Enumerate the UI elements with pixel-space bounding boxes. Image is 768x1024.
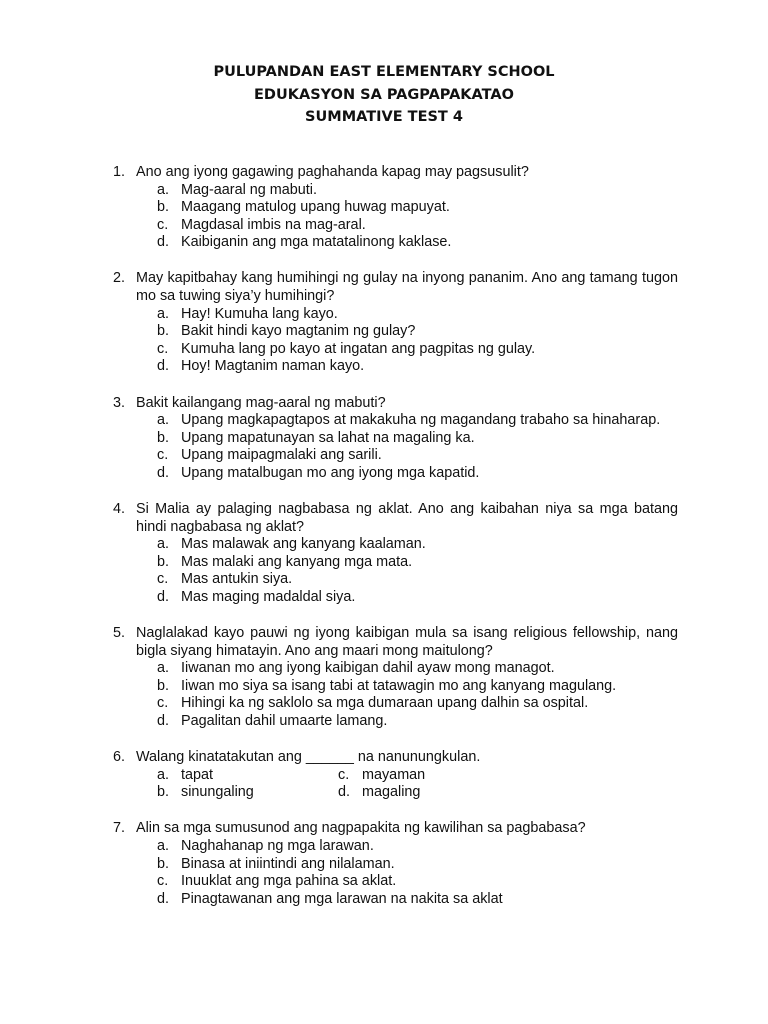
question-text: Si Malia ay palaging nagbabasa ng aklat. Ano ang kaibahan niya sa mga batang hindi nagbabasa ng aklat?	[136, 501, 678, 535]
option-letter: d.	[157, 358, 170, 375]
option-text: Inuuklat ang mga pahina sa aklat.	[181, 873, 397, 890]
option-text: Kaibiganin ang mga matatalinong kaklase.	[181, 234, 452, 251]
option-text: Mag-aaral ng mabuti.	[181, 181, 317, 198]
answer-option	[157, 678, 678, 696]
option-letter: c.	[157, 873, 169, 890]
school-name: PULUPANDAN EAST ELEMENTARY SCHOOL	[213, 64, 555, 80]
option-letter: c.	[157, 447, 169, 464]
option-text: Mas maging madaldal siya.	[181, 588, 356, 605]
answer-option	[157, 430, 678, 448]
answer-option	[157, 571, 678, 589]
option-letter: d.	[157, 890, 170, 907]
option-text: Mas antukin siya.	[181, 571, 293, 588]
option-text: Binasa at iniintindi ang nilalaman.	[181, 855, 395, 872]
question-text: Naglalakad kayo pauwi ng iyong kaibigan mula sa isang religious fellowship, nang bigla siyang himatayin. Ano ang maari mong maitulong?	[136, 625, 678, 659]
option-letter: c.	[157, 340, 169, 357]
answer-option	[157, 447, 678, 465]
option-letter: a.	[157, 412, 170, 429]
answer-option	[157, 465, 678, 483]
answer-option	[157, 891, 678, 909]
option-letter: c.	[157, 695, 169, 712]
question-number: 3.	[113, 394, 126, 411]
option-text: Pinagtawanan ang mga larawan na nakita sa aklat	[181, 890, 503, 907]
option-letter: b.	[157, 677, 170, 694]
question-item	[113, 395, 678, 483]
option-letter: b.	[157, 429, 170, 446]
answer-option	[157, 306, 678, 324]
option-text: Iiwanan mo ang iyong kaibigan dahil ayaw mong managot.	[181, 660, 555, 677]
option-letter: d.	[157, 588, 170, 605]
option-text: Hihingi ka ng saklolo sa mga dumaraan upang dalhin sa ospital.	[181, 695, 589, 712]
option-text: Iiwan mo siya sa isang tabi at tatawagin mo ang kanyang magulang.	[181, 677, 617, 694]
answer-option	[157, 838, 678, 856]
question-line	[113, 501, 678, 536]
answer-option-row	[157, 767, 678, 785]
question-item	[113, 820, 678, 908]
answer-option	[157, 323, 678, 341]
question-item	[113, 749, 678, 802]
option-letter: b.	[157, 199, 170, 216]
option-letter: c.	[157, 216, 169, 233]
question-item	[113, 164, 678, 252]
question-number: 6.	[113, 749, 126, 766]
question-text: Walang kinatatakutan ang ______ na nanunungkulan.	[136, 749, 481, 766]
option-letter: b.	[157, 553, 170, 570]
document-header	[0, 61, 768, 129]
option-letter: a.	[157, 766, 170, 783]
option-letter: a.	[157, 838, 170, 854]
question-item	[113, 270, 678, 376]
option-text: Mas malawak ang kanyang kaalaman.	[181, 536, 426, 553]
question-number: 2.	[113, 270, 126, 287]
option-text: Naghahanap ng mga larawan.	[181, 838, 374, 854]
question-number: 5.	[113, 625, 126, 642]
test-title: SUMMATIVE TEST 4	[305, 109, 463, 125]
answer-option	[157, 217, 678, 235]
answer-option	[157, 784, 338, 802]
subject-title: EDUKASYON SA PAGPAPAKATAO	[254, 86, 514, 103]
answer-option	[157, 182, 678, 200]
option-text: mayaman	[362, 766, 426, 783]
question-number: 4.	[113, 501, 126, 517]
question-list	[113, 164, 678, 927]
option-letter: b.	[157, 323, 170, 340]
option-text: Hoy! Magtanim naman kayo.	[181, 358, 365, 375]
answer-option	[157, 234, 678, 252]
answer-option	[157, 873, 678, 891]
answer-option	[157, 199, 678, 217]
question-text: May kapitbahay kang humihingi ng gulay na inyong pananim. Ano ang tamang tugon mo sa tuwing siya’y humihingi?	[136, 270, 678, 305]
question-line	[113, 270, 678, 305]
question-line	[113, 625, 678, 660]
option-text: Upang mapatunayan sa lahat na magaling ka.	[181, 429, 475, 446]
question-line	[113, 164, 678, 182]
option-text: Mas malaki ang kanyang mga mata.	[181, 553, 413, 570]
option-letter: b.	[157, 784, 170, 801]
answer-option	[157, 856, 678, 874]
option-letter: d.	[338, 784, 351, 801]
option-letter: c.	[157, 571, 169, 588]
answer-option	[157, 695, 678, 713]
option-text: Maagang matulog upang huwag mapuyat.	[181, 199, 450, 216]
option-text: sinungaling	[181, 784, 254, 801]
option-text: Upang matalbugan mo ang iyong mga kapatid.	[181, 464, 480, 481]
option-letter: c.	[338, 766, 350, 783]
question-item	[113, 625, 678, 731]
answer-option-row	[157, 784, 678, 802]
question-line	[113, 749, 678, 767]
answer-option	[157, 589, 678, 607]
option-letter: d.	[157, 234, 170, 251]
answer-option	[157, 554, 678, 572]
option-letter: d.	[157, 464, 170, 481]
answer-option	[157, 660, 678, 678]
question-number: 1.	[113, 164, 126, 180]
question-line	[113, 395, 678, 413]
answer-option	[157, 713, 678, 731]
option-letter: a.	[157, 660, 170, 677]
answer-option	[338, 784, 519, 802]
question-number: 7.	[113, 820, 126, 837]
option-letter: a.	[157, 181, 170, 198]
option-text: magaling	[362, 784, 421, 801]
option-letter: a.	[157, 305, 170, 322]
answer-option	[157, 536, 678, 554]
answer-option	[157, 341, 678, 359]
answer-option	[338, 767, 519, 785]
option-text: Upang maipagmalaki ang sarili.	[181, 447, 382, 464]
answer-option	[157, 412, 678, 430]
option-text: Pagalitan dahil umaarte lamang.	[181, 713, 388, 730]
option-text: tapat	[181, 766, 214, 783]
question-item	[113, 501, 678, 607]
question-text: Bakit kailangang mag-aaral ng mabuti?	[136, 394, 386, 411]
option-text: Bakit hindi kayo magtanim ng gulay?	[181, 323, 416, 340]
option-text: Hay! Kumuha lang kayo.	[181, 305, 338, 322]
answer-option	[157, 358, 678, 376]
option-letter: b.	[157, 855, 170, 872]
option-letter: d.	[157, 713, 170, 730]
question-text: Ano ang iyong gagawing paghahanda kapag may pagsusulit?	[136, 164, 529, 180]
question-line	[113, 820, 678, 838]
answer-option	[157, 767, 338, 785]
option-text: Kumuha lang po kayo at ingatan ang pagpitas ng gulay.	[181, 340, 536, 357]
question-text: Alin sa mga sumusunod ang nagpapakita ng kawilihan sa pagbabasa?	[136, 820, 586, 837]
option-text: Magdasal imbis na mag-aral.	[181, 216, 366, 233]
option-letter: a.	[157, 536, 170, 553]
option-text: Upang magkapagtapos at makakuha ng magandang trabaho sa hinaharap.	[181, 412, 661, 429]
